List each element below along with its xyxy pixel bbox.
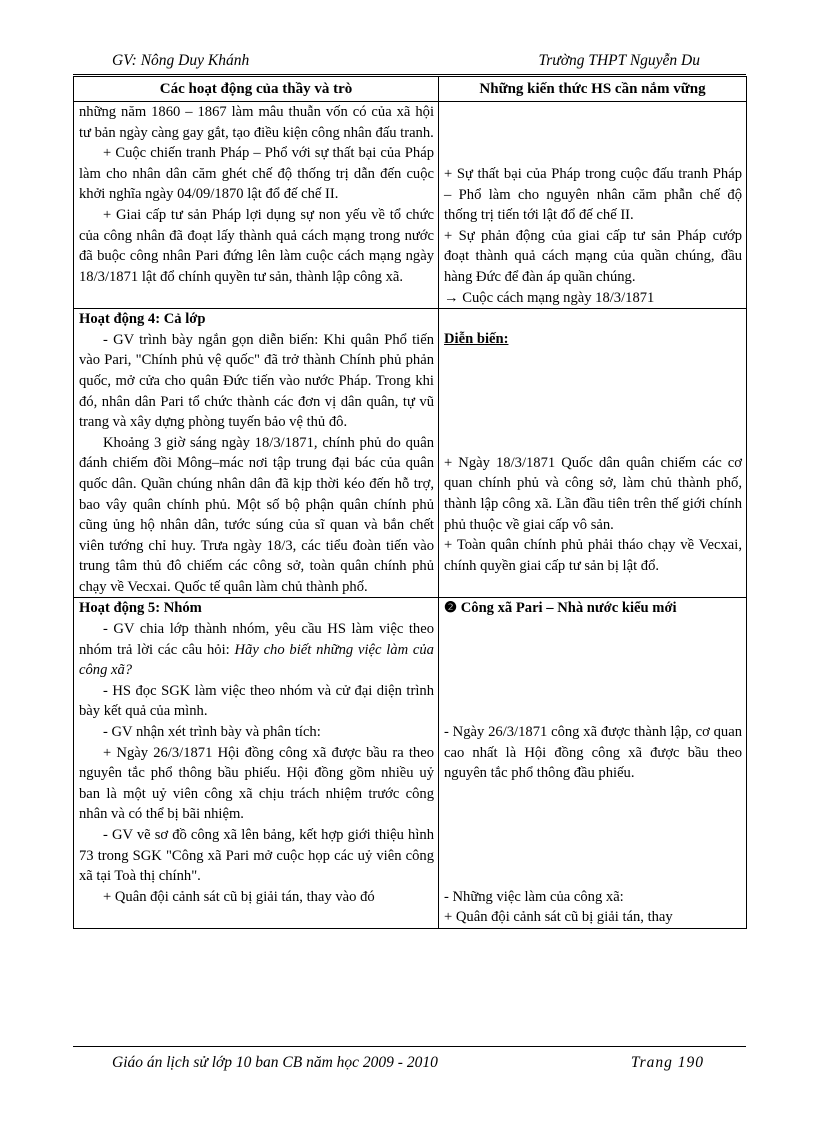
paragraph: + Ngày 26/3/1871 Hội đồng công xã được bầu ra theo nguyên tắc phổ thông bầu phiếu. Hội đồng gồm nhiều uỷ ban là một uỷ viên công xã chịu trách nhiệm trước công nhân và có thể bị bãi nhiệm. bbox=[79, 744, 434, 823]
table-row bbox=[74, 102, 747, 309]
question-text: Hãy cho biết những việc làm của công xã? bbox=[79, 641, 434, 679]
spacer bbox=[444, 102, 742, 164]
paragraph bbox=[79, 619, 434, 681]
section-heading: Diễn biến: bbox=[444, 331, 509, 348]
table-row bbox=[74, 598, 747, 929]
paragraph: + Quân đội cảnh sát cũ bị giải tán, thay bbox=[444, 909, 673, 926]
activity-title: Hoạt động 4: Cả lớp bbox=[79, 311, 206, 328]
paragraph: - GV nhận xét trình bày và phân tích: bbox=[103, 724, 321, 741]
knowledge-cell bbox=[439, 598, 747, 929]
teacher-name: GV: Nông Duy Khánh bbox=[112, 52, 250, 69]
paragraph: + Sự phản động của giai cấp tư sản Pháp cướp đoạt thành quả cách mạng của quần chúng, đầu hàng Đức để đàn áp quần chúng. bbox=[444, 227, 742, 285]
spacer bbox=[444, 784, 742, 887]
section-heading: ❷ Công xã Pari – Nhà nước kiểu mới bbox=[444, 600, 677, 617]
paragraph: Khoảng 3 giờ sáng ngày 18/3/1871, chính phủ do quân đánh chiếm đồi Mông–mác nơi tập trung đại bác của quân quốc dân. Quần chúng nhân dân đã kịp thời kéo đến hỗ trợ, bao vây quân chính phủ. Một số bộ phận quân chính phủ cũng ủng hộ nhân dân, tước súng của sĩ quan và bắn chết viên tướng chỉ huy. Trưa ngày 18/3, các tiểu đoàn tiến vào trung tâm thủ đô chiếm các công sở, toàn quân chính phủ chạy về Vecxai. Quốc tế quân làm chủ thành phố. bbox=[79, 434, 434, 595]
table-header-row bbox=[74, 77, 747, 102]
header-rule bbox=[73, 74, 746, 75]
knowledge-cell bbox=[439, 102, 747, 309]
spacer bbox=[444, 619, 742, 722]
spacer bbox=[444, 309, 742, 329]
paragraph: - Ngày 26/3/1871 công xã được thành lập, cơ quan cao nhất là Hội đồng công xã được bầu theo nguyên tắc phổ thông đầu phiếu. bbox=[444, 724, 742, 782]
spacer bbox=[444, 350, 742, 453]
col-knowledge-header: Những kiến thức HS cần nắm vững bbox=[439, 77, 747, 102]
footer-text: Giáo án lịch sử lớp 10 ban CB năm học 2009 - 2010 bbox=[112, 1054, 438, 1071]
paragraph: - HS đọc SGK làm việc theo nhóm và cử đại diện trình bày kết quả của mình. bbox=[79, 682, 434, 720]
knowledge-cell bbox=[439, 309, 747, 598]
table-row bbox=[74, 309, 747, 598]
lesson-table bbox=[73, 76, 747, 929]
col-activities-header: Các hoạt động của thầy và trò bbox=[74, 77, 439, 102]
school-name: Trường THPT Nguyễn Du bbox=[538, 52, 700, 69]
activities-cell bbox=[74, 309, 439, 598]
page-number: Trang 190 bbox=[630, 1054, 704, 1071]
paragraph: + Giai cấp tư sản Pháp lợi dụng sự non yếu về tổ chức của công nhân đã đoạt lấy thành quả cách mạng trong nước đã buộc công nhân Pari đứng lên làm cuộc cách mạng ngày 18/3/1871 lật đổ chính quyền tư sản, thành lập công xã. bbox=[79, 206, 434, 285]
paragraph: + Ngày 18/3/1871 Quốc dân quân chiếm các cơ quan chính phủ và công sở, làm chủ thành phố, thành lập công xã. Lần đầu tiên trên thế giới chính phủ thuộc về giai cấp vô sản. bbox=[444, 454, 742, 533]
paragraph: - Những việc làm của công xã: bbox=[444, 888, 624, 905]
paragraph: - GV trình bày ngắn gọn diễn biến: Khi quân Phổ tiến vào Pari, "Chính phủ vệ quốc" đã trở thành Chính phủ phản quốc, mở cửa cho quân Đức tiến vào nước Pháp. Trong khi đó, nhân dân Pari tổ chức thành các đơn vị dân quân, tự vũ trang và xây dựng phòng tuyến bảo vệ thủ đô. bbox=[79, 331, 434, 431]
question-intro: - GV chia lớp thành nhóm, yêu cầu HS làm việc theo nhóm trả lời các câu hỏi: bbox=[79, 621, 434, 658]
page-header bbox=[112, 52, 704, 74]
paragraph: + Cuộc chiến tranh Pháp – Phổ với sự thất bại của Pháp làm cho nhân dân căm ghét chế độ thống trị dẫn đến cuộc khởi nghĩa ngày 04/09/1870 lật đổ đế chế II. bbox=[79, 145, 434, 203]
activities-cell bbox=[74, 102, 439, 309]
paragraph: - GV vẽ sơ đồ công xã lên bảng, kết hợp giới thiệu hình 73 trong SGK "Công xã Pari mở cuộc họp các uỷ viên công xã tại Toà thị chính". bbox=[79, 827, 434, 885]
activities-cell bbox=[74, 598, 439, 929]
paragraph: + Quân đội cảnh sát cũ bị giải tán, thay vào đó bbox=[103, 888, 375, 905]
paragraph: + Sự thất bại của Pháp trong cuộc đấu tranh Pháp – Phổ làm cho nguyên nhân căm phẫn chế độ thống trị tiến tới lật đổ đế chế II. bbox=[444, 166, 742, 224]
paragraph: → Cuộc cách mạng ngày 18/3/1871 bbox=[444, 289, 655, 306]
activity-title: Hoạt động 5: Nhóm bbox=[79, 600, 202, 617]
paragraph: những năm 1860 – 1867 làm mâu thuẫn vốn có của xã hội tư bản ngày càng gay gắt, tạo điều kiện công nhân đấu tranh. bbox=[79, 104, 434, 141]
page-footer bbox=[112, 1054, 704, 1072]
footer-rule bbox=[73, 1046, 746, 1047]
paragraph: + Toàn quân chính phủ phải tháo chạy về Vecxai, chính quyền giai cấp tư sản bị lật đổ. bbox=[444, 537, 742, 574]
